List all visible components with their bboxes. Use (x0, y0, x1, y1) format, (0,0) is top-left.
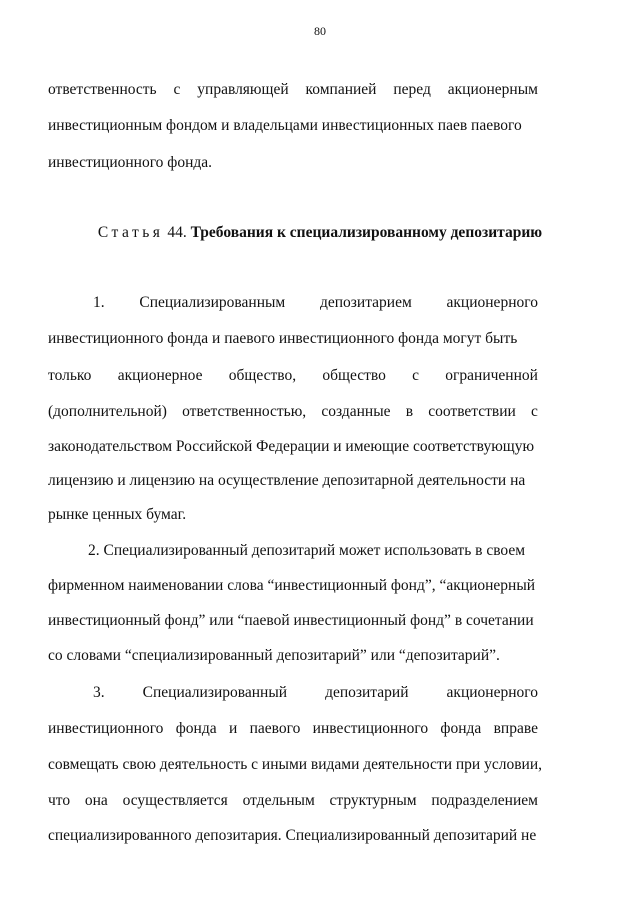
word: 3. (93, 684, 105, 701)
section1-line-6: лицензию и лицензию на осуществление депозитарной деятельности на (48, 472, 526, 489)
word: в (405, 403, 414, 420)
section1-line-2: инвестиционного фонда и паевого инвестиционного фонда могут быть (48, 330, 518, 347)
section1-line-3 (48, 365, 538, 387)
word: подразделением (431, 792, 538, 809)
word: 1. (93, 294, 105, 311)
word: управляющей (197, 81, 289, 98)
word: акционерное (117, 367, 203, 384)
word: перед (393, 81, 431, 98)
word: фонда (175, 720, 217, 737)
word: отдельным (242, 792, 315, 809)
word: соответствии (428, 403, 516, 420)
section2-line-2: фирменном наименовании слова “инвестиционный фонд”, “акционерный (48, 577, 536, 594)
section1-line-5: законодательством Российской Федерации и имеющие соответствующую (48, 438, 535, 455)
word: депозитарий (325, 684, 409, 701)
intro-line-1 (48, 79, 538, 101)
intro-line-2: инвестиционным фондом и владельцами инвестиционных паев паевого (48, 117, 522, 134)
section3-line-2 (48, 718, 538, 740)
section1-line-7: рынке ценных бумаг. (48, 506, 187, 523)
word: созданные (321, 403, 391, 420)
word: общество (322, 367, 386, 384)
word: и (228, 720, 238, 737)
word: инвестиционного (312, 720, 429, 737)
word: осуществляется (122, 792, 228, 809)
section1-line-4 (48, 401, 538, 423)
word: общество, (228, 367, 297, 384)
article-title: Требования к специализированному депозитарию (190, 224, 543, 241)
section2-line-3: инвестиционный фонд” или “паевой инвестиционный фонд” в сочетании (48, 612, 534, 629)
article-label: Статья (97, 224, 164, 241)
word: компанией (305, 81, 377, 98)
section2-line-4: со словами “специализированный депозитарий” или “депозитарий”. (48, 647, 500, 664)
word: депозитарием (319, 294, 412, 311)
word: Специализированным (139, 294, 286, 311)
word: вправе (493, 720, 538, 737)
word: фонда (440, 720, 482, 737)
section3-line-3: совмещать свою деятельность с иными видами деятельности при условии, (48, 756, 542, 773)
word: структурным (329, 792, 417, 809)
section3-line-5: специализированного депозитария. Специализированный депозитарий не (48, 827, 537, 844)
word: с (412, 367, 420, 384)
word: паевого (249, 720, 301, 737)
word: ограниченной (445, 367, 538, 384)
word: она (84, 792, 108, 809)
word: акционерным (447, 81, 538, 98)
word: (дополнительной) (48, 403, 167, 420)
section3-line-1 (93, 682, 538, 704)
word: с (173, 81, 181, 98)
word: с (531, 403, 538, 420)
intro-line-3: инвестиционного фонда. (48, 154, 213, 171)
section2-line-1: 2. Специализированный депозитарий может использовать в своем (88, 542, 526, 559)
word: Специализированный (142, 684, 288, 701)
article-heading (0, 222, 640, 244)
word: ответственностью, (182, 403, 307, 420)
page-number: 80 (314, 24, 326, 38)
section3-line-4 (48, 790, 538, 812)
word: ответственность (48, 81, 157, 98)
article-number: 44. (167, 224, 187, 241)
word: что (48, 792, 71, 809)
section1-line-1 (93, 292, 538, 314)
word: только (48, 367, 92, 384)
word: инвестиционного (48, 720, 164, 737)
word: акционерного (446, 684, 538, 701)
word: акционерного (446, 294, 538, 311)
